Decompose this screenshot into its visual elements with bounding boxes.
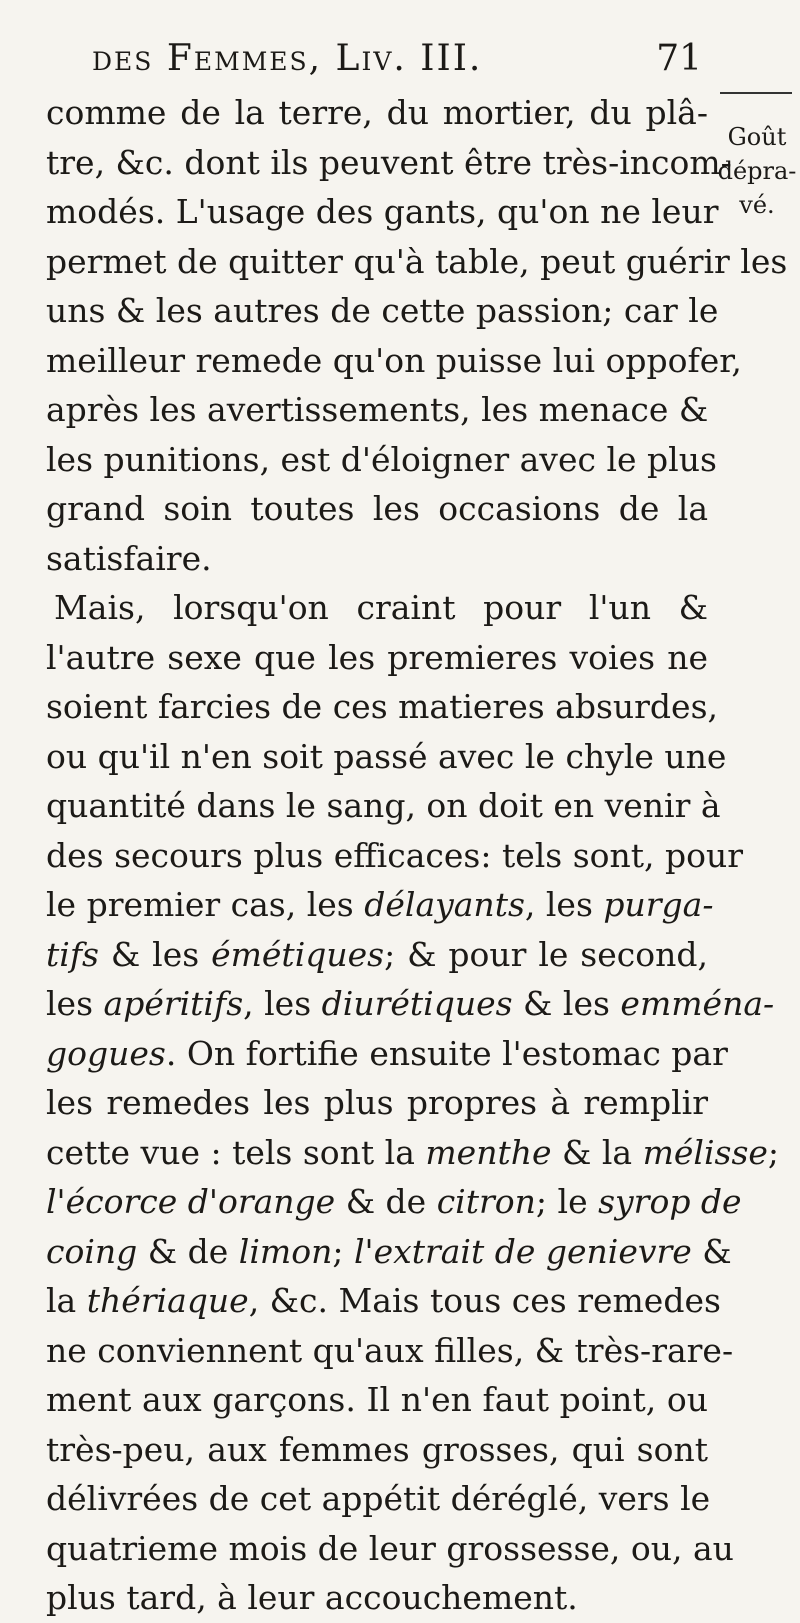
text-line xyxy=(46,979,775,1029)
page-number: 71 xyxy=(656,38,702,79)
text-line xyxy=(46,583,708,633)
running-title: des Femmes, Liv. III. xyxy=(92,38,483,79)
text-run: les remedes les plus propres à remplir xyxy=(46,1083,708,1122)
text-run: ou qu'il n'en soit passé avec le chyle une xyxy=(46,736,727,776)
text-line xyxy=(46,1227,732,1277)
text-line xyxy=(46,435,717,485)
text-run: cette vue : tels sont la xyxy=(46,1132,426,1172)
text-line xyxy=(46,781,721,831)
margin-note-line: dépra- xyxy=(717,157,797,185)
text-run: soient farcies de ces matieres absurdes, xyxy=(46,687,719,726)
text-run: & xyxy=(691,1231,732,1271)
margin-note-line: Goût xyxy=(727,123,787,151)
text-run: ment aux garçons. Il n'en faut point, ou xyxy=(46,1380,708,1419)
text-line xyxy=(46,187,719,237)
margin-note-line: vé. xyxy=(739,191,775,219)
text-run: des secours plus efficaces: tels sont, pour xyxy=(46,835,744,875)
italic-term: purga- xyxy=(603,885,714,924)
text-run: l'autre sexe que les premieres voies ne xyxy=(46,637,708,677)
text-run: tre, &c. dont ils peuvent être très-incom- xyxy=(46,142,732,182)
italic-term: l'écorce d'orange xyxy=(46,1182,336,1221)
text-run: grand soin toutes les occasions de la xyxy=(46,489,708,528)
text-line xyxy=(46,1474,711,1524)
text-line xyxy=(46,336,742,386)
text-line xyxy=(46,237,788,287)
text-run: , les xyxy=(524,885,604,924)
text-run: , &c. Mais tous ces remedes xyxy=(248,1281,721,1320)
italic-term: diurétiques xyxy=(321,984,513,1023)
italic-term: tifs xyxy=(46,934,99,974)
text-run: très-peu, aux femmes grosses, qui sont xyxy=(46,1429,708,1469)
text-run: ; xyxy=(332,1231,354,1271)
text-line xyxy=(46,1128,780,1178)
italic-term: citron xyxy=(436,1182,536,1221)
text-line xyxy=(46,1326,734,1376)
text-line xyxy=(46,138,732,188)
text-line xyxy=(46,732,727,782)
text-run: quatrieme mois de leur grossesse, ou, au xyxy=(46,1528,734,1568)
text-run: ; xyxy=(767,1132,780,1172)
text-run: ; & pour le second, xyxy=(384,934,708,974)
text-line xyxy=(46,286,719,336)
text-line xyxy=(46,1276,721,1326)
text-run: Mais, lorsqu'on craint pour l'un & xyxy=(54,588,708,627)
italic-term: menthe xyxy=(425,1132,552,1172)
text-run: & de xyxy=(137,1231,239,1271)
text-run: le premier cas, les xyxy=(46,885,365,924)
italic-term: apéritifs xyxy=(103,984,244,1023)
text-line xyxy=(46,385,708,435)
text-run: modés. L'usage des gants, qu'on ne leur xyxy=(46,192,719,231)
page-header xyxy=(92,38,702,79)
text-line xyxy=(46,831,744,881)
italic-term: thériaque xyxy=(86,1281,249,1320)
italic-term: coing xyxy=(46,1231,138,1271)
italic-term: l'extrait de genievre xyxy=(353,1231,692,1271)
text-line xyxy=(46,1524,734,1574)
text-line xyxy=(46,534,708,584)
text-run: & les xyxy=(98,934,212,974)
text-line xyxy=(46,633,708,683)
italic-term: émétiques xyxy=(211,934,385,974)
text-run: permet de quitter qu'à table, peut guérir les xyxy=(46,241,788,281)
text-run: & de xyxy=(335,1182,437,1221)
text-run: , les xyxy=(243,984,322,1023)
italic-term: délayants xyxy=(364,885,525,924)
text-line xyxy=(46,1078,708,1128)
text-line xyxy=(46,88,708,138)
text-run: délivrées de cet appétit déréglé, vers le xyxy=(46,1479,711,1518)
text-line xyxy=(46,1375,708,1425)
text-run: les xyxy=(46,984,104,1023)
italic-term: syrop de xyxy=(598,1182,742,1221)
text-run: plus tard, à leur accouchement. xyxy=(46,1578,578,1617)
text-run: les punitions, est d'éloigner avec le plus xyxy=(46,439,717,479)
text-run: & la xyxy=(551,1132,643,1172)
italic-term: gogues xyxy=(46,1033,166,1073)
text-run: satisfaire. xyxy=(46,538,212,578)
text-run: ne conviennent qu'aux filles, & très-rare- xyxy=(46,1330,734,1370)
text-run: après les avertissements, les menace & xyxy=(46,390,709,429)
text-run: quantité dans le sang, on doit en venir à xyxy=(46,786,721,825)
text-run: comme de la terre, du mortier, du plâ- xyxy=(46,93,708,132)
text-run: ; le xyxy=(535,1182,599,1221)
text-line xyxy=(46,1425,708,1475)
italic-term: mélisse xyxy=(642,1132,768,1172)
text-line xyxy=(46,682,719,732)
text-run: . On fortifie ensuite l'estomac par xyxy=(165,1033,728,1073)
text-line xyxy=(46,880,714,930)
text-run: la xyxy=(46,1281,87,1320)
margin-rule xyxy=(720,92,792,94)
italic-term: limon xyxy=(238,1231,333,1271)
text-run: & les xyxy=(512,984,621,1023)
text-line xyxy=(46,930,708,980)
text-line xyxy=(46,484,708,534)
italic-term: emména- xyxy=(620,984,775,1023)
text-line xyxy=(46,1573,708,1623)
text-line xyxy=(46,1177,742,1227)
text-run: meilleur remede qu'on puisse lui oppofer, xyxy=(46,340,742,380)
text-line xyxy=(46,1029,728,1079)
text-run: uns & les autres de cette passion; car le xyxy=(46,291,719,330)
